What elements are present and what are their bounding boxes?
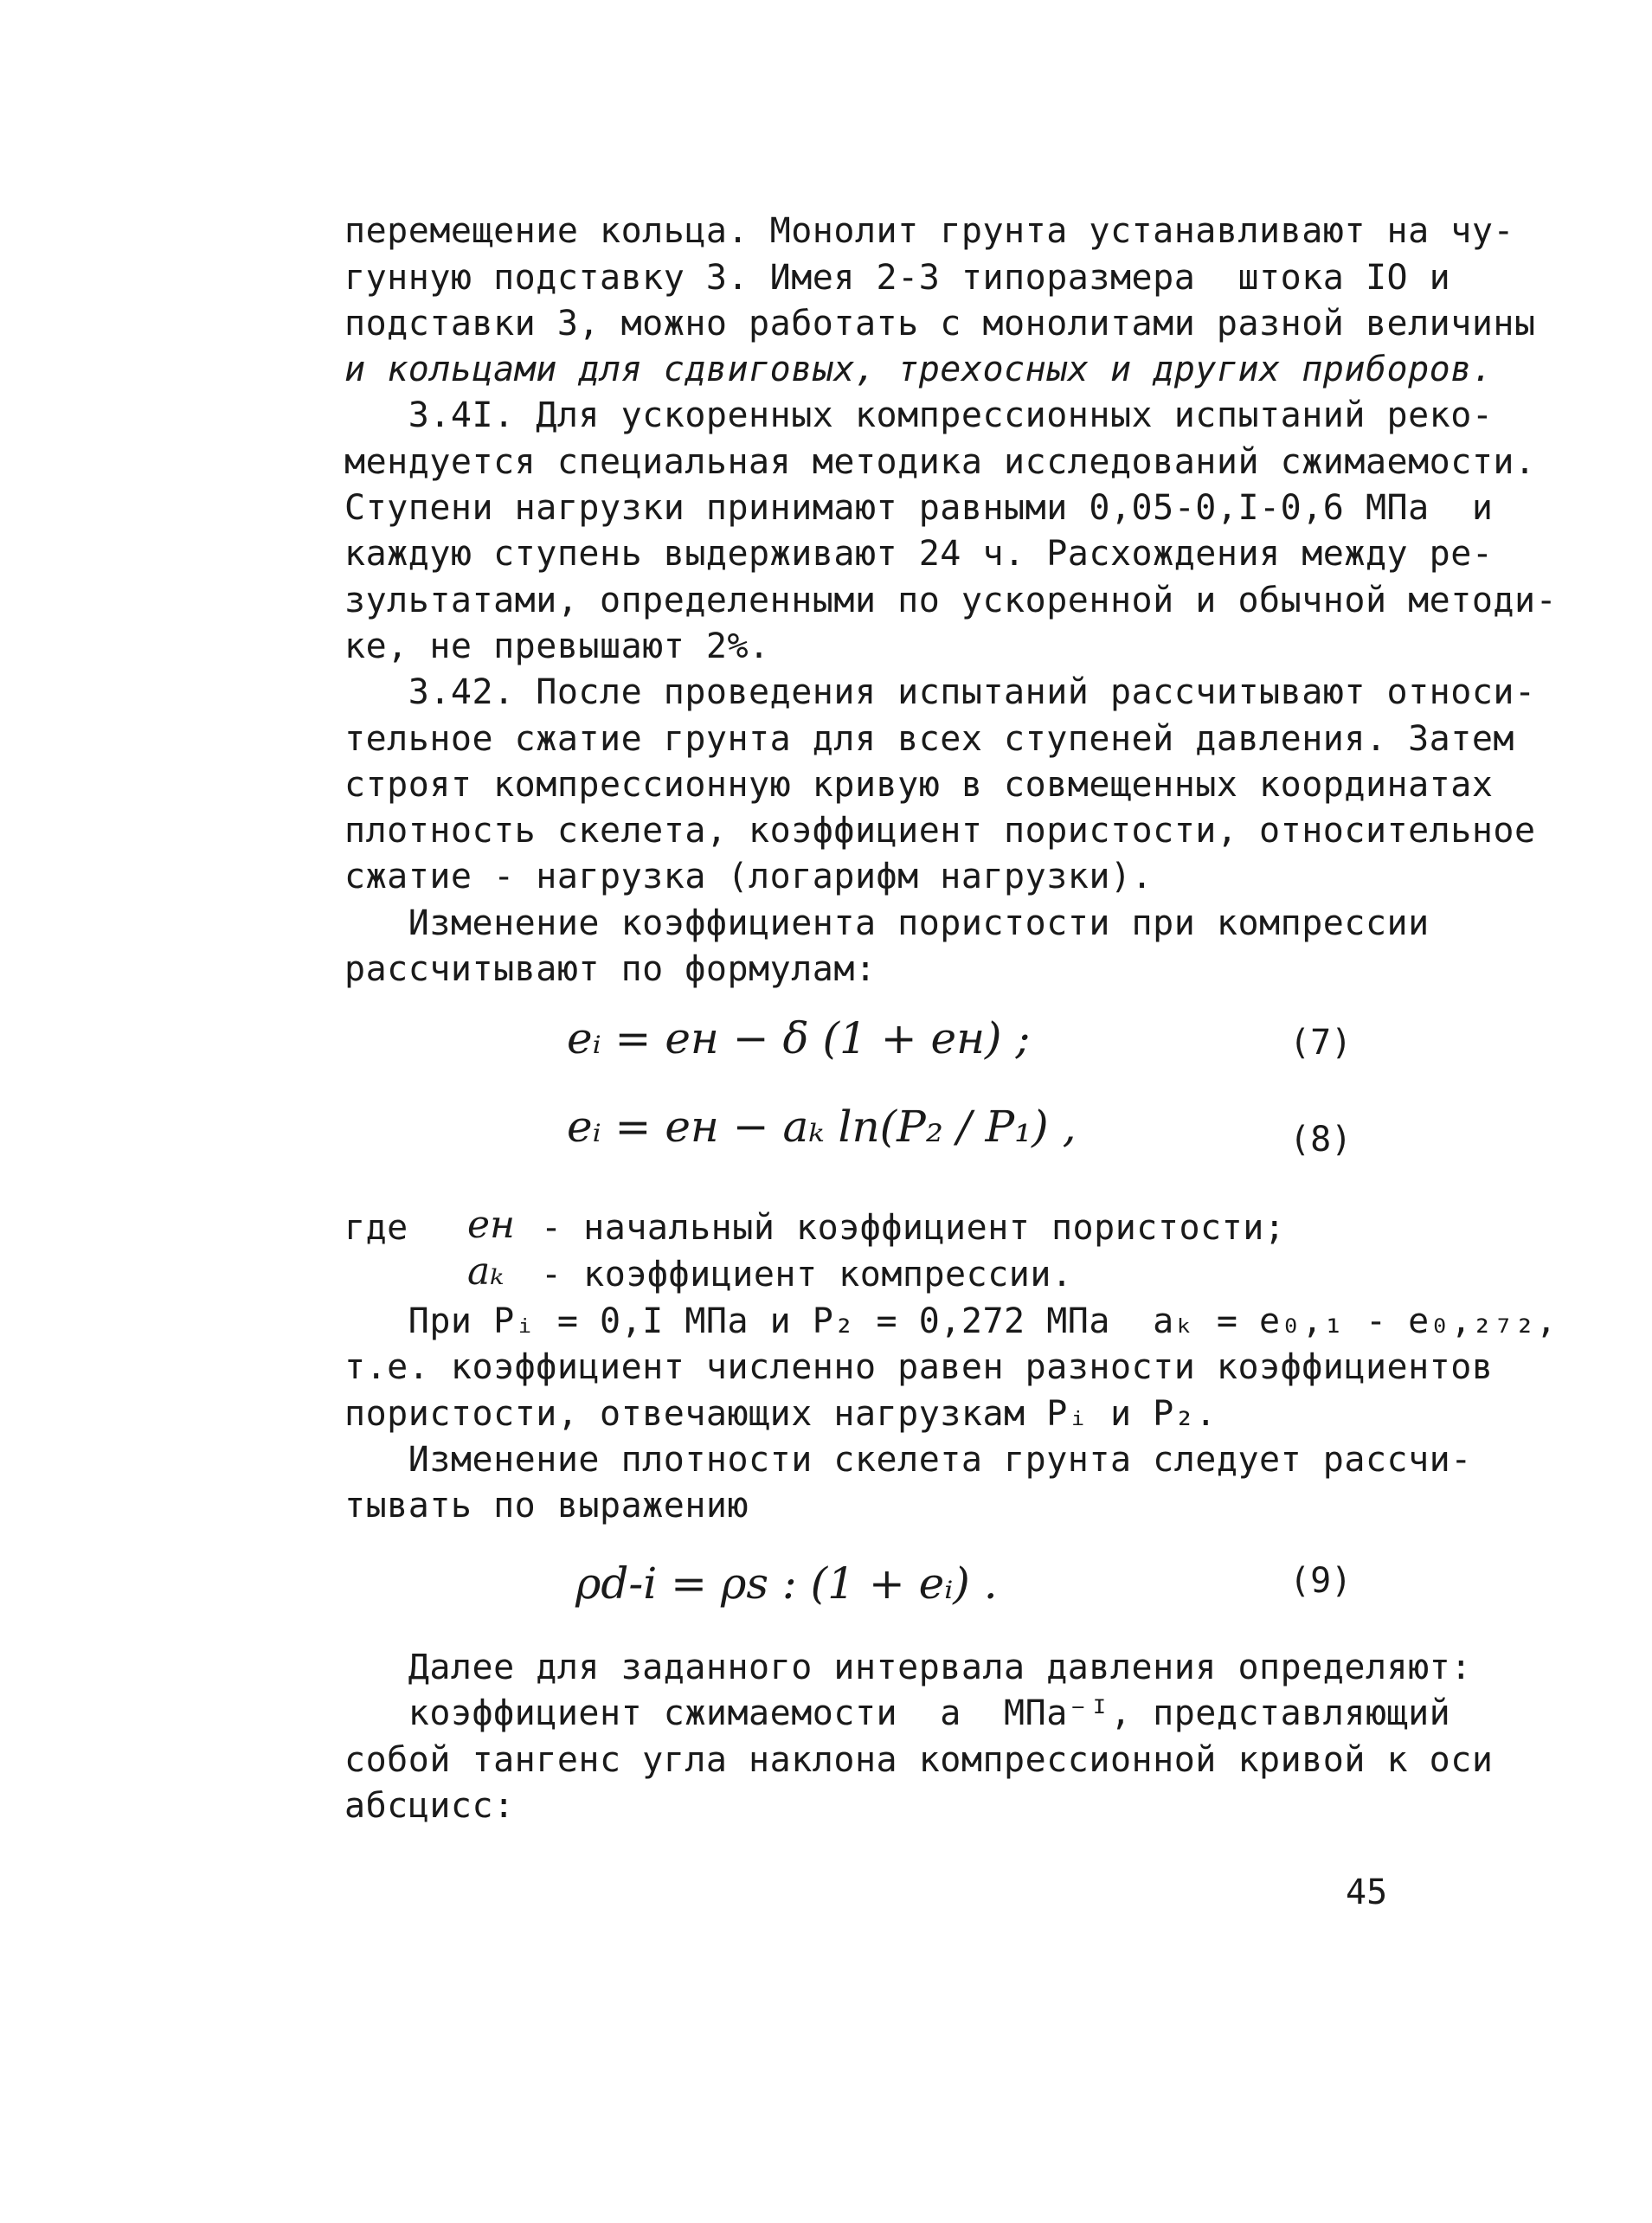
text-line: т.е. коэффициент численно равен разности коэффициентов bbox=[344, 1347, 1494, 1387]
text-line: каждую ступень выдерживают 24 ч. Расхождения между ре- bbox=[344, 534, 1494, 574]
text-line: Изменение коэффициента пористости при компрессии bbox=[344, 903, 1430, 943]
formula-7: eᵢ = eн − δ (1 + eн) ; bbox=[567, 1013, 1031, 1063]
text-line: рассчитывают по формулам: bbox=[344, 949, 877, 989]
text-line: 3.4I. Для ускоренных компрессионных испытаний реко- bbox=[344, 395, 1494, 435]
text-line: и кольцами для сдвиговых, трехосных и других приборов. bbox=[344, 350, 1494, 389]
formula-number-8: (8) bbox=[1289, 1120, 1353, 1160]
text-line: перемещение кольца. Монолит грунта устанавливают на чу- bbox=[344, 211, 1515, 251]
text-line: зультатами, определенными по ускоренной и обычной методи- bbox=[344, 581, 1558, 620]
text-line: сжатие - нагрузка (логарифм нагрузки). bbox=[344, 857, 1154, 896]
formula-number-9: (9) bbox=[1289, 1561, 1353, 1601]
text-line: абсцисс: bbox=[344, 1786, 515, 1826]
text-line: Далее для заданного интервала давления определяют: bbox=[344, 1648, 1472, 1687]
text-line: пористости, отвечающих нагрузкам Pᵢ и P₂. bbox=[344, 1394, 1217, 1434]
formula-number-7: (7) bbox=[1289, 1023, 1353, 1063]
text-line: плотность скелета, коэффициент пористости, относительное bbox=[344, 811, 1536, 851]
page-number: 45 bbox=[1346, 1873, 1388, 1912]
where-label: где bbox=[344, 1208, 408, 1248]
formula-9: ρd-i = ρs : (1 + eᵢ) . bbox=[575, 1558, 998, 1609]
text-line: 3.42. После проведения испытаний рассчитывают относи- bbox=[344, 672, 1536, 712]
text-line: собой тангенс угла наклона компрессионной кривой к оси bbox=[344, 1740, 1494, 1780]
definition-ak: - коэффициент компрессии. bbox=[541, 1255, 1073, 1295]
symbol-ak: aₖ bbox=[467, 1250, 505, 1294]
text-line: тывать по выражению bbox=[344, 1486, 749, 1526]
text-line: При Pᵢ = 0,I МПа и P₂ = 0,272 МПа aₖ = e₀,₁ - e₀,₂₇₂, bbox=[344, 1301, 1558, 1341]
formula-8: eᵢ = eн − aₖ ln(P₂ / P₁) , bbox=[567, 1102, 1077, 1152]
text-line: гунную подставку 3. Имея 2-3 типоразмера штока IO и bbox=[344, 258, 1451, 298]
text-line: тельное сжатие грунта для всех ступеней давления. Затем bbox=[344, 719, 1515, 759]
symbol-en: eн bbox=[467, 1203, 516, 1247]
text-line: коэффициент сжимаемости a МПа⁻ᴵ, представляющий bbox=[344, 1693, 1451, 1733]
text-line: подставки 3, можно работать с монолитами разной величины bbox=[344, 304, 1536, 344]
definition-en: - начальный коэффициент пористости; bbox=[541, 1208, 1286, 1248]
text-line: ке, не превышают 2%. bbox=[344, 626, 770, 666]
text-line: Изменение плотности скелета грунта следует рассчи- bbox=[344, 1440, 1472, 1480]
text-line: мендуется специальная методика исследований сжимаемости. bbox=[344, 442, 1536, 482]
text-line: Ступени нагрузки принимают равными 0,05-0,I-0,6 МПа и bbox=[344, 488, 1494, 528]
text-line: строят компрессионную кривую в совмещенных координатах bbox=[344, 765, 1494, 805]
